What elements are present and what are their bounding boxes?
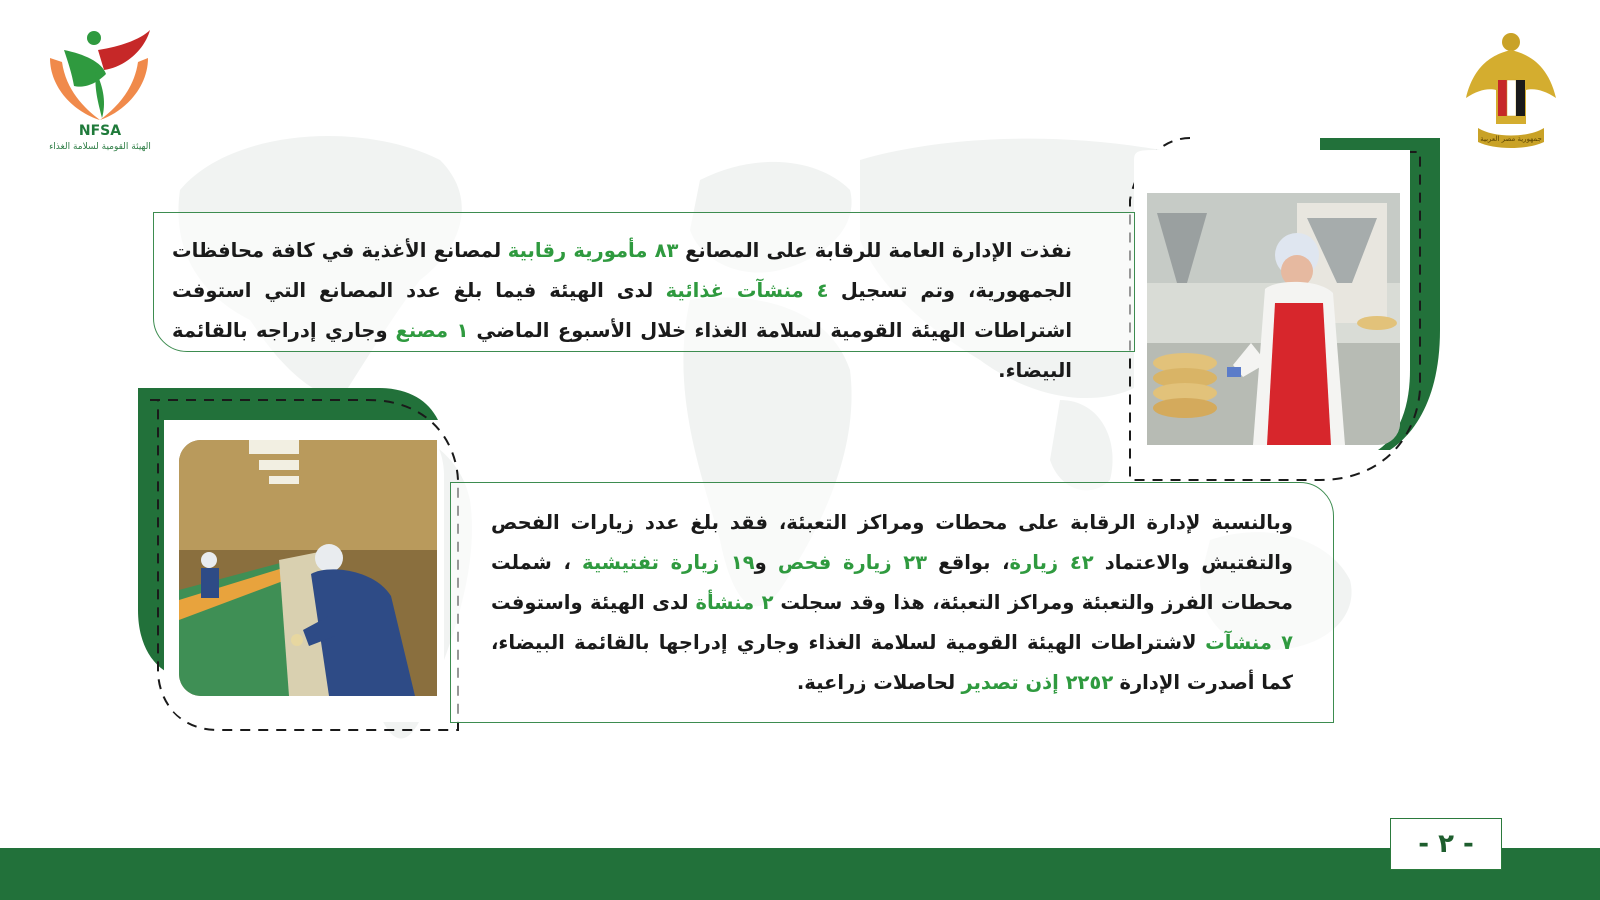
p1-highlight-missions: ٨٣ مأمورية رقابية [507, 239, 679, 262]
packing-line-photo [179, 440, 437, 696]
p1-text-1: نفذت الإدارة العامة للرقابة على المصانع [685, 239, 1073, 262]
p2-text-1: وبالنسبة لإدارة الرقابة على محطات ومراكز التعبئة، فقد بلغ عدد زيارات الفحص والتفتيش والاعتماد [491, 511, 1293, 574]
food-factory-photo [1147, 193, 1400, 445]
text-box-packing-stations [450, 482, 1334, 723]
hands-leaf-icon [44, 28, 156, 123]
p2-highlight-exam-visits: ٢٣ زيارة فحص [777, 551, 928, 574]
nfsa-arabic-name: الهيئة القومية لسلامة الغذاء [49, 142, 151, 152]
footer-bar [0, 848, 1600, 900]
p2-text-3: و [754, 551, 767, 574]
text-box-factories [153, 212, 1135, 382]
p2-text-5: لدى الهيئة واستوفت [491, 591, 689, 614]
p1-highlight-facilities: ٤ منشآت غذائية [665, 279, 829, 302]
p2-highlight-registered: ٢ منشأة [695, 591, 774, 614]
p2-text-6: لاشتراطات الهيئة القومية لسلامة الغذاء وجاري إدراجها بالقائمة البيضاء، كما أصدرت الإدارة [491, 631, 1293, 694]
p2-text-4: ، شملت محطات الفرز والتعبئة ومراكز التعبئة، هذا وقد سجلت [491, 551, 1293, 614]
p1-text-3: لدى الهيئة فيما بلغ عدد المصانع التي استوفت اشتراطات الهيئة القومية لسلامة الغذاء خلال الأسبوع الماضي [172, 279, 1072, 342]
page-number: - ٢ - [1390, 818, 1502, 870]
egypt-eagle-emblem [1464, 28, 1558, 152]
p2-highlight-compliant: ٧ منشآت [1205, 631, 1293, 654]
p2-highlight-visits: ٤٢ زيارة [1009, 551, 1094, 574]
p1-highlight-factory: ١ مصنع [395, 319, 469, 342]
p2-highlight-inspection-visits: ١٩ زيارة تفتيشية [582, 551, 755, 574]
nfsa-logo [44, 28, 156, 158]
eagle-caption: جمهورية مصر العربية [1480, 135, 1542, 143]
p2-highlight-export-permits: ٢٢٥٢ إذن تصدير [961, 671, 1114, 694]
nfsa-abbreviation: NFSA [78, 123, 122, 139]
p1-text-4: وجاري إدراجه بالقائمة البيضاء. [172, 319, 1072, 382]
p2-text-7: لحاصلات زراعية. [796, 671, 956, 694]
p2-text-2: ، بواقع [938, 551, 1010, 574]
p1-text-2: لمصانع الأغذية في كافة محافظات الجمهورية، وتم تسجيل [172, 239, 1072, 302]
